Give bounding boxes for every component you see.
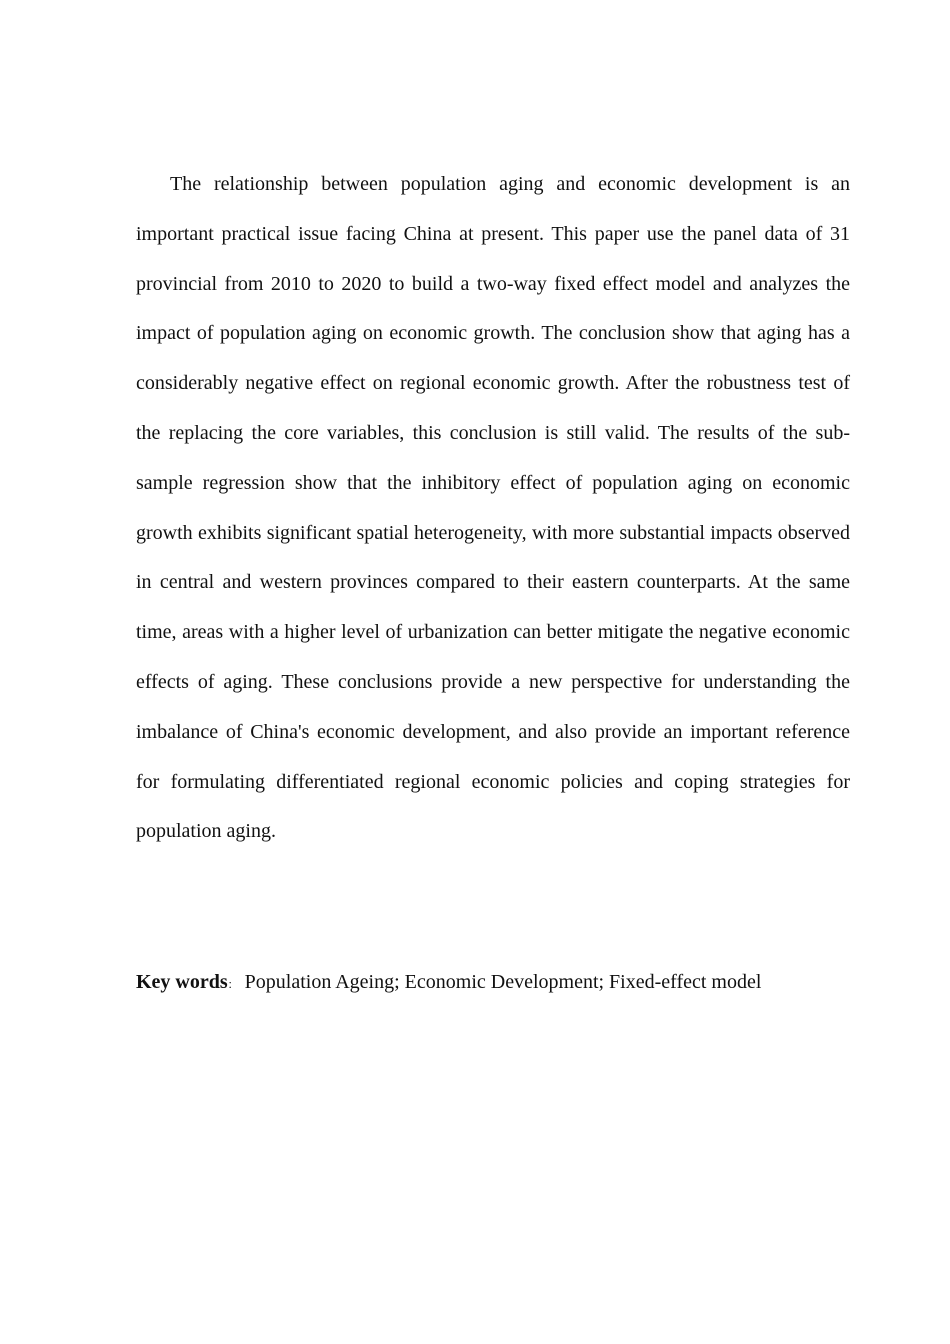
keywords-separator: ： — [227, 979, 239, 991]
keywords-line — [136, 957, 850, 1010]
keywords-label: Key words — [136, 971, 228, 993]
keywords-text: Population Ageing; Economic Development; Fixed-effect model — [244, 971, 762, 993]
abstract-paragraph: The relationship between population aging and economic development is an important practical issue facing China at present. This paper use the panel data of 31 provincial from 2010 to 2020 to build a two-way fixed effect model and analyzes the impact of population aging on economic growth. The conclusion show that aging has a considerably negative effect on regional economic growth. After the robustness test of the replacing the core variables, this conclusion is still valid. The results of the sub-sample regression show that the inhibitory effect of population aging on economic growth exhibits significant spatial heterogeneity, with more substantial impacts observed in central and western provinces compared to their eastern counterparts. At the same time, areas with a higher level of urbanization can better mitigate the negative economic effects of aging. These conclusions provide a new perspective for understanding the imbalance of China's economic development, and also provide an important reference for formulating differentiated regional economic policies and coping strategies for population aging. — [136, 173, 850, 843]
